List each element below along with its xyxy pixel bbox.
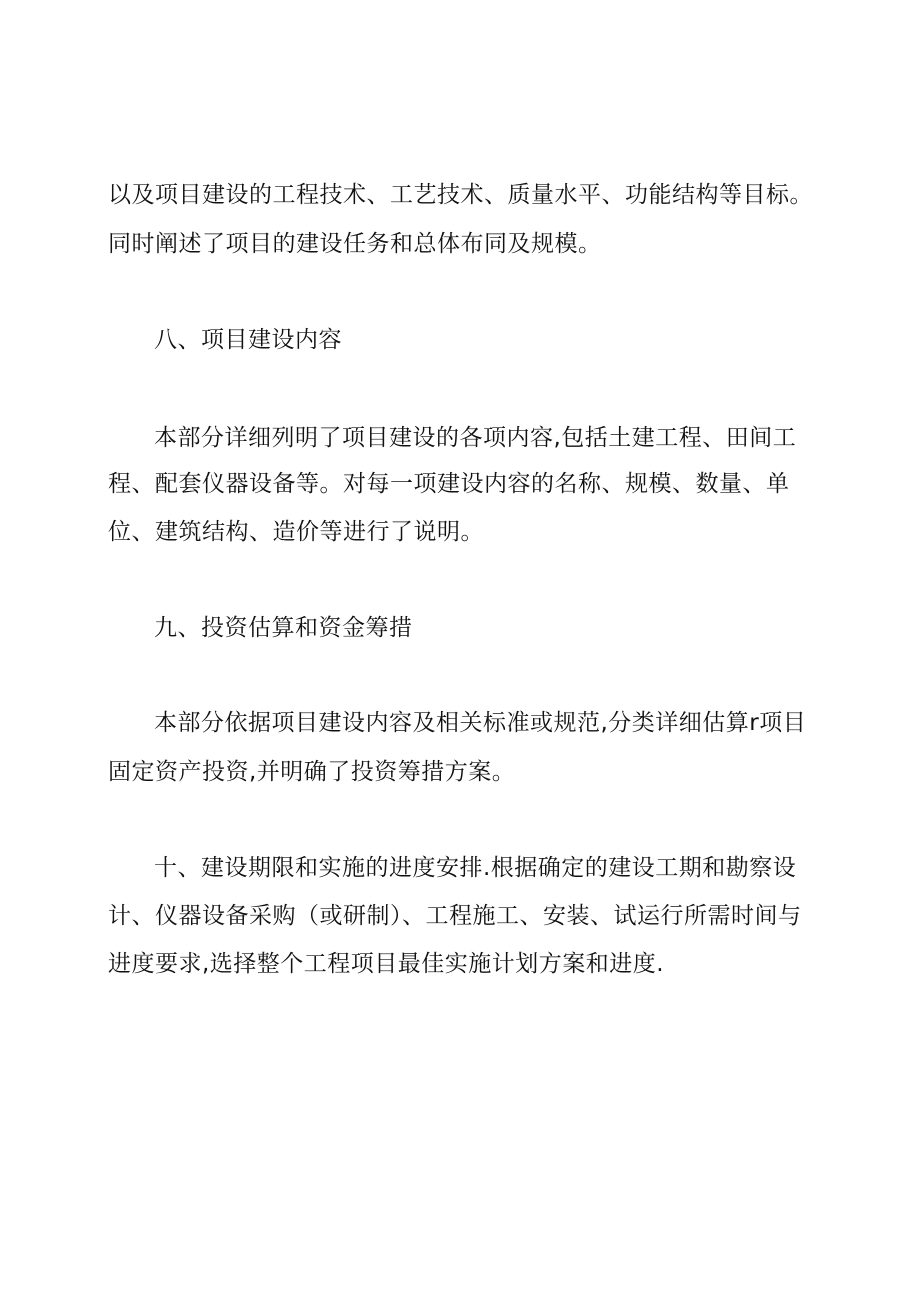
paragraph-line: 进度要求,选择整个工程项目最佳实施计划方案和进度. <box>108 951 665 977</box>
paragraph-line: 本部分详细列明了项目建设的各项内容,包括土建工程、田间工 <box>154 425 797 451</box>
section-heading: 九、投资估算和资金筹措 <box>154 615 413 641</box>
paragraph-line: 位、建筑结构、造价等进行了说明。 <box>108 519 484 545</box>
section-heading: 八、项目建设内容 <box>154 327 342 353</box>
paragraph-line: 固定资产投资,并明确了投资筹措方案。 <box>108 759 516 785</box>
paragraph-line: 同时阐述了项目的建设任务和总体布同及规模。 <box>108 231 602 257</box>
paragraph-line: 计、仪器设备采购（或研制）、工程施工、安装、试运行所需时间与 <box>108 903 802 929</box>
section-heading-with-body: 十、建设期限和实施的进度安排.根据确定的建设工期和勘察设 <box>154 855 797 881</box>
paragraph-line: 以及项目建设的工程技术、工艺技术、质量水平、功能结构等目标。 <box>108 182 813 208</box>
paragraph-line: 本部分依据项目建设内容及相关标准或规范,分类详细估算r项目 <box>154 710 807 736</box>
paragraph-line: 程、配套仪器设备等。对每一项建设内容的名称、规模、数量、单 <box>108 471 790 497</box>
